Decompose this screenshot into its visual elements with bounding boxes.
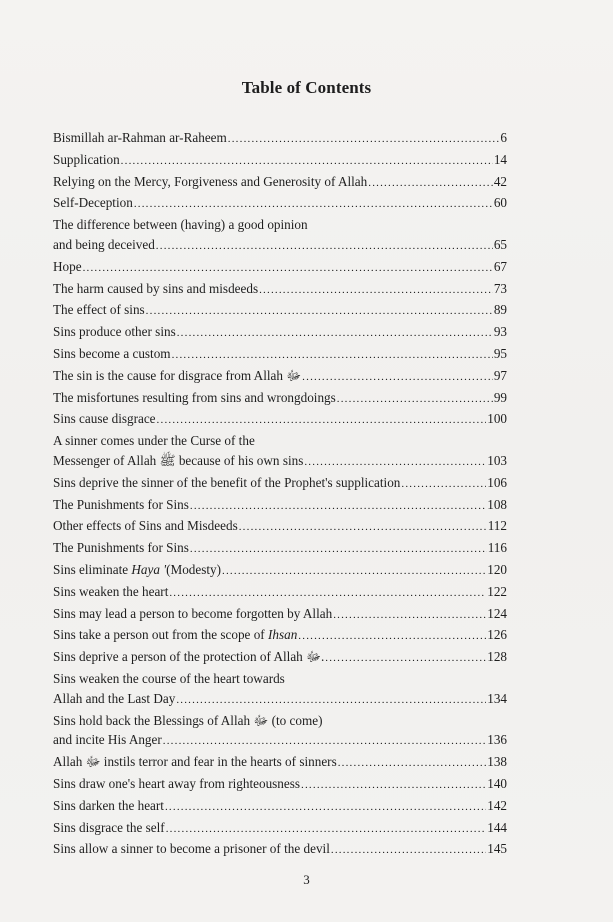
toc-entry-title-text: and being deceived	[53, 236, 155, 252]
dot-leader	[163, 732, 486, 752]
toc-entry-row	[53, 774, 507, 796]
toc-entry-title	[53, 774, 300, 794]
toc-entry	[53, 279, 507, 301]
toc-entry	[53, 796, 507, 818]
toc-entry-title	[53, 451, 303, 471]
toc-entry-page-number: 126	[487, 627, 507, 643]
dot-leader	[190, 540, 487, 560]
toc-entry	[53, 150, 507, 172]
toc-entry-row	[53, 604, 507, 626]
toc-entry	[53, 647, 507, 669]
toc-entry-page-number: 112	[487, 518, 507, 534]
toc-entry	[53, 516, 507, 538]
dot-leader	[401, 475, 486, 495]
toc-entry-title-text: Hope	[53, 258, 82, 274]
toc-entry-page-number: 99	[493, 389, 507, 405]
toc-entry-title	[53, 560, 221, 580]
toc-entry	[53, 711, 507, 753]
toc-entry-row	[53, 451, 507, 473]
toc-entry	[53, 300, 507, 322]
toc-entry	[53, 774, 507, 796]
toc-entry	[53, 839, 507, 861]
toc-entry-title	[53, 366, 301, 386]
toc-entry-row	[53, 409, 507, 431]
toc-entry	[53, 366, 507, 388]
toc-entry-page-number: 122	[487, 583, 507, 599]
toc-entry-title-text: The harm caused by sins and misdeeds	[53, 280, 259, 296]
toc-entry-title	[53, 538, 189, 558]
dot-leader	[177, 324, 493, 344]
toc-entry-row	[53, 366, 507, 388]
toc-entry-row	[53, 257, 507, 279]
dot-leader	[157, 411, 487, 431]
dot-leader	[146, 302, 493, 322]
toc-entry-title	[53, 604, 332, 624]
toc-entry-row	[53, 582, 507, 604]
dot-leader	[338, 754, 487, 774]
dot-leader	[134, 195, 493, 215]
dot-leader	[331, 841, 486, 861]
toc-entry-row	[53, 235, 507, 257]
dot-leader	[228, 130, 500, 150]
toc-entry-title	[53, 473, 400, 493]
toc-entry-title-text-after: (Modesty)	[166, 561, 222, 577]
toc-entry	[53, 257, 507, 279]
dot-leader	[156, 237, 493, 257]
toc-entry-row	[53, 344, 507, 366]
toc-entry	[53, 625, 507, 647]
toc-entry-row	[53, 730, 507, 752]
toc-entry-page-number: 120	[487, 561, 507, 577]
toc-entry-title-text: Sins produce other sins	[53, 324, 176, 340]
toc-entry-row	[53, 322, 507, 344]
toc-entry-title	[53, 193, 133, 213]
toc-entry-title-text: Sins allow a sinner to become a prisoner of the devil	[53, 841, 330, 857]
toc-entry-title-text: Supplication	[53, 151, 120, 167]
toc-entry-row	[53, 796, 507, 818]
toc-entry-row	[53, 150, 507, 172]
toc-entry-title-text: The sin is the cause for disgrace from Allah ﷻ	[53, 367, 302, 383]
toc-entry	[53, 388, 507, 410]
toc-entry-title-text: Self-Deception	[53, 195, 133, 211]
toc-entry	[53, 669, 507, 711]
toc-entry-page-number: 73	[493, 280, 507, 296]
toc-entry-title	[53, 582, 168, 602]
toc-entry-title	[53, 235, 155, 255]
page-title: Table of Contents	[241, 78, 372, 97]
toc-entry-title-text: The Punishments for Sins	[53, 496, 189, 512]
toc-entry	[53, 473, 507, 495]
toc-entry-page-number: 128	[487, 649, 507, 665]
toc-entry-title-text: and incite His Anger	[53, 732, 162, 748]
dot-leader	[325, 649, 486, 669]
toc-entry-row	[53, 388, 507, 410]
toc-entry-title-text: Sins weaken the heart	[53, 583, 169, 599]
dot-leader	[176, 691, 486, 711]
toc-entry-page-number: 142	[487, 797, 507, 813]
toc-entry-title	[53, 300, 145, 320]
toc-entry-title	[53, 796, 164, 816]
toc-entry-page-number: 42	[493, 173, 507, 189]
toc-entry-page-number: 106	[487, 474, 507, 490]
toc-entry-row	[53, 818, 507, 840]
toc-entry-title	[53, 150, 120, 170]
table-of-contents	[53, 128, 507, 861]
dot-leader	[302, 368, 493, 388]
toc-entry-row	[53, 689, 507, 711]
toc-entry-title	[53, 172, 367, 192]
toc-entry-row	[53, 172, 507, 194]
dot-leader	[165, 798, 486, 818]
toc-entry-title	[53, 495, 189, 515]
page-number: 3	[303, 872, 310, 887]
toc-entry-page-number: 89	[493, 302, 507, 318]
toc-entry-page-number: 145	[487, 841, 507, 857]
toc-entry-page-number: 100	[487, 411, 507, 427]
toc-entry-title-text: The misfortunes resulting from sins and wrongdoings	[53, 389, 336, 405]
toc-entry-title-text: Sins deprive a person of the protection of Allah ﷻ.	[53, 649, 325, 665]
toc-entry	[53, 322, 507, 344]
toc-entry-row	[53, 279, 507, 301]
toc-entry-title	[53, 257, 82, 277]
toc-entry-page-number: 93	[493, 324, 507, 340]
toc-entry	[53, 538, 507, 560]
toc-entry	[53, 582, 507, 604]
toc-entry-title-text: Other effects of Sins and Misdeeds	[53, 518, 238, 534]
toc-entry	[53, 172, 507, 194]
toc-entry	[53, 495, 507, 517]
toc-entry-row	[53, 560, 507, 582]
toc-entry-title	[53, 647, 324, 667]
toc-entry-title-text: Allah and the Last Day	[53, 690, 176, 706]
dot-leader	[222, 562, 486, 582]
dot-leader	[298, 627, 486, 647]
toc-entry-row	[53, 752, 507, 774]
dot-leader	[333, 606, 486, 626]
toc-entry-row	[53, 193, 507, 215]
toc-entry-title	[53, 322, 176, 342]
toc-entry-title-line: The difference between (having) a good opinion	[53, 217, 308, 233]
toc-entry-title-text: Sins take a person out from the scope of	[53, 627, 268, 643]
toc-entry-title-emphasis: Ihsan	[267, 627, 298, 643]
toc-entry	[53, 344, 507, 366]
toc-entry-title	[53, 818, 165, 838]
toc-entry-title-text: Sins cause disgrace	[53, 411, 156, 427]
toc-entry-row	[53, 839, 507, 861]
toc-entry	[53, 409, 507, 431]
toc-entry-title-text: Sins may lead a person to become forgotten by Allah	[53, 605, 333, 621]
toc-entry-title-text: Sins become a custom	[53, 345, 171, 361]
toc-entry-title-text: Sins eliminate	[53, 561, 132, 577]
toc-entry	[53, 752, 507, 774]
toc-entry-title-line: Sins weaken the course of the heart towards	[53, 670, 285, 686]
dot-leader	[190, 497, 486, 517]
dot-leader	[259, 281, 493, 301]
toc-entry	[53, 128, 507, 150]
toc-entry-page-number: 103	[487, 452, 507, 468]
toc-entry-page-number: 116	[487, 540, 507, 556]
toc-entry-row	[53, 516, 507, 538]
toc-entry-row	[53, 473, 507, 495]
dot-leader	[172, 346, 493, 366]
toc-entry	[53, 604, 507, 626]
toc-entry-title-text: Sins darken the heart	[53, 797, 164, 813]
toc-entry-title	[53, 689, 175, 709]
toc-entry-title	[53, 625, 297, 645]
toc-entry-page-number: 95	[493, 345, 507, 361]
toc-entry-row	[53, 495, 507, 517]
toc-entry-row	[53, 128, 507, 150]
dot-leader	[166, 820, 487, 840]
toc-entry	[53, 560, 507, 582]
toc-entry-page-number: 6	[500, 130, 507, 145]
toc-entry-page-number: 60	[493, 195, 507, 211]
toc-entry-title	[53, 388, 336, 408]
toc-entry-title	[53, 730, 162, 750]
toc-entry-page-number: 14	[493, 151, 507, 167]
dot-leader	[368, 174, 493, 194]
dot-leader	[121, 152, 493, 172]
dot-leader	[304, 453, 486, 473]
toc-entry-title-text: Relying on the Mercy, Forgiveness and Generosity of Allah	[53, 173, 368, 189]
toc-entry-title-text: Sins disgrace the self	[53, 819, 165, 835]
toc-entry-title-emphasis: Haya '	[131, 561, 167, 577]
toc-entry	[53, 431, 507, 473]
toc-entry-page-number: 67	[493, 258, 507, 274]
toc-entry-title-text: Sins draw one's heart away from righteousness	[53, 775, 301, 791]
toc-entry-row	[53, 538, 507, 560]
toc-entry-title-text: Allah ﷻ instils terror and fear in the hearts of sinners	[53, 754, 337, 770]
toc-entry-title	[53, 839, 330, 859]
toc-entry-row	[53, 647, 507, 669]
dot-leader	[337, 390, 493, 410]
toc-entry	[53, 818, 507, 840]
toc-entry-title-text: Messenger of Allah ﷺ because of his own sins	[53, 452, 304, 468]
toc-entry-title-text: The effect of sins	[53, 302, 145, 318]
toc-entry-page-number: 136	[487, 732, 507, 748]
toc-entry-page-number: 140	[487, 775, 507, 791]
toc-entry-title-text: Sins deprive the sinner of the benefit of the Prophet's supplication	[53, 474, 401, 490]
toc-entry-page-number: 65	[493, 236, 507, 252]
toc-entry-title	[53, 409, 156, 429]
toc-entry-title	[53, 128, 227, 148]
toc-entry-title-text: Bismillah ar-Rahman ar-Raheem	[53, 130, 227, 145]
toc-entry	[53, 215, 507, 257]
dot-leader	[83, 259, 493, 279]
toc-entry-title-line: Sins hold back the Blessings of Allah ﷻ (to come)	[53, 712, 323, 728]
toc-entry-title-text: The Punishments for Sins	[53, 540, 189, 556]
toc-entry-title	[53, 279, 258, 299]
toc-entry-row	[53, 300, 507, 322]
toc-entry-page-number: 108	[487, 496, 507, 512]
toc-entry-page-number: 134	[487, 690, 507, 706]
toc-entry	[53, 193, 507, 215]
toc-entry-page-number: 144	[487, 819, 507, 835]
dot-leader	[169, 584, 486, 604]
toc-entry-page-number: 124	[487, 605, 507, 621]
toc-entry-title	[53, 516, 238, 536]
dot-leader	[239, 518, 487, 538]
toc-entry-title-line: A sinner comes under the Curse of the	[53, 433, 255, 449]
toc-entry-title	[53, 752, 337, 772]
toc-entry-page-number: 97	[493, 367, 507, 383]
toc-entry-row	[53, 625, 507, 647]
toc-entry-page-number: 138	[487, 754, 507, 770]
toc-entry-title	[53, 344, 171, 364]
dot-leader	[301, 776, 486, 796]
